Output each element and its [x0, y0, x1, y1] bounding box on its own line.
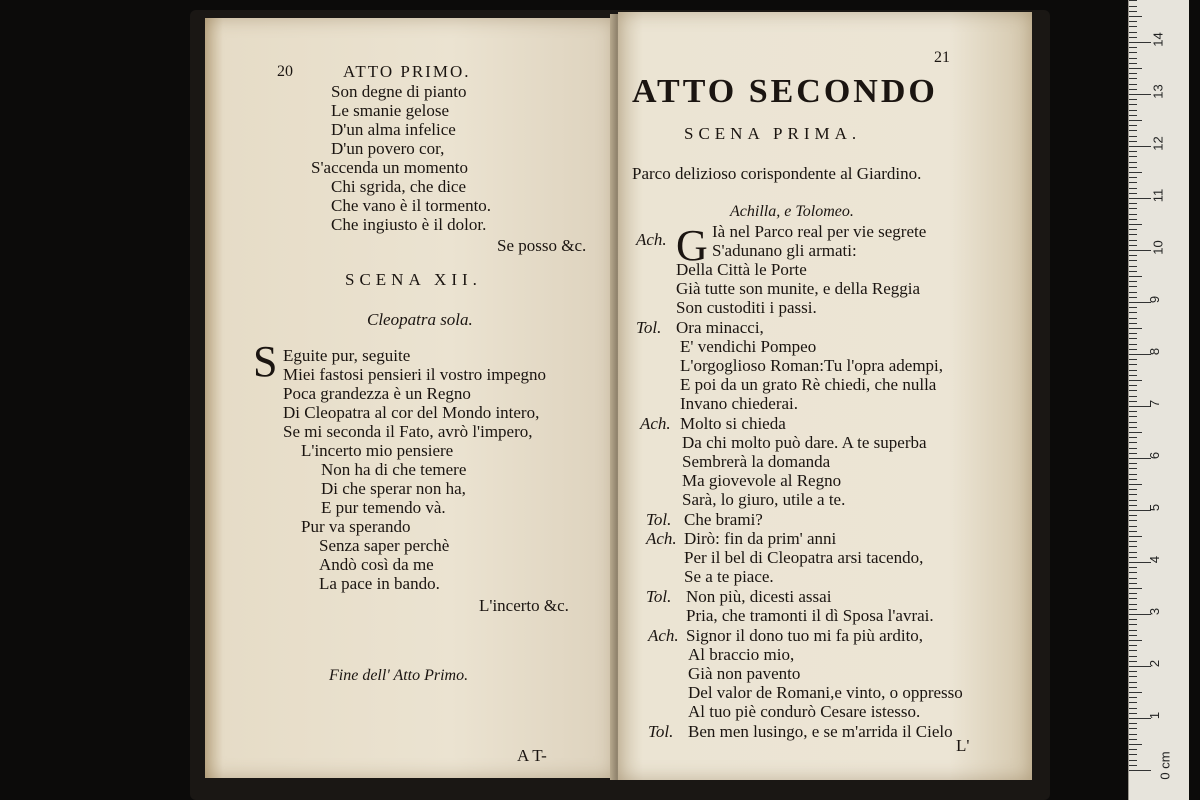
- ruler-number: 9: [1147, 295, 1163, 304]
- ruler-tick: [1129, 500, 1137, 501]
- monologue-line: Di Cleopatra al cor del Mondo intero,: [283, 403, 540, 422]
- left-page-number: 20: [277, 63, 293, 80]
- ruler-tick: [1129, 172, 1142, 173]
- drop-cap-right: G: [676, 221, 708, 270]
- ruler-tick: [1129, 692, 1142, 693]
- ruler-tick: [1129, 94, 1151, 95]
- dialogue-line: S'adunano gli armati:: [712, 241, 857, 260]
- monologue-line: Poca grandezza è un Regno: [283, 384, 471, 403]
- dialogue-line: Sarà, lo giuro, utile a te.: [682, 490, 846, 509]
- ruler-tick: [1129, 578, 1137, 579]
- dialogue-line: Del valor de Romani,e vinto, o oppresso: [688, 683, 963, 702]
- ruler-tick: [1129, 6, 1137, 7]
- monologue-line: Di che sperar non ha,: [321, 479, 466, 498]
- ruler-tick: [1129, 198, 1151, 199]
- ruler-tick: [1129, 229, 1137, 230]
- speaker-label: Tol.: [646, 510, 672, 529]
- ruler-tick: [1129, 463, 1137, 464]
- speaker-label: Ach.: [648, 626, 679, 645]
- right-page-number: 21: [934, 49, 950, 66]
- ruler-tick: [1129, 255, 1137, 256]
- ruler-number: 6: [1147, 451, 1163, 460]
- dialogue-line: Invano chiederai.: [680, 394, 798, 413]
- ruler-tick: [1129, 167, 1137, 168]
- ruler-tick: [1129, 203, 1137, 204]
- ruler-tick: [1129, 552, 1137, 553]
- ruler-tick: [1129, 234, 1137, 235]
- ruler-tick: [1129, 728, 1137, 729]
- ruler-tick: [1129, 193, 1137, 194]
- right-catchword: L': [956, 736, 970, 755]
- ruler-tick: [1129, 583, 1137, 584]
- scene-persons-right: Achilla, e Tolomeo.: [730, 203, 854, 220]
- ruler-tick: [1129, 676, 1137, 677]
- ruler-tick: [1129, 78, 1137, 79]
- left-running-head: ATTO PRIMO.: [343, 62, 471, 81]
- aria-line: Che vano è il tormento.: [331, 196, 492, 215]
- ruler-tick: [1129, 297, 1137, 298]
- aria-line: Le smanie gelose: [331, 101, 450, 120]
- ruler-tick: [1129, 214, 1137, 215]
- ruler-tick: [1129, 162, 1137, 163]
- dialogue-line: Da chi molto può dare. A te superba: [682, 433, 927, 452]
- ruler-tick: [1129, 42, 1151, 43]
- ruler-tick: [1129, 89, 1137, 90]
- dialogue-line: Ben men lusingo, e se m'arrida il Cielo: [688, 722, 953, 741]
- ruler-tick: [1129, 115, 1137, 116]
- ruler-tick: [1129, 359, 1137, 360]
- ruler-tick: [1129, 385, 1137, 386]
- ruler-tick: [1129, 396, 1137, 397]
- ruler-number: 10: [1150, 240, 1166, 255]
- aria-line: Chi sgrida, che dice: [331, 177, 467, 196]
- ruler-tick: [1129, 318, 1137, 319]
- ruler-tick: [1129, 526, 1137, 527]
- ruler-tick: [1129, 0, 1137, 1]
- ruler-number: 2: [1147, 659, 1163, 668]
- speaker-label: Tol.: [648, 722, 674, 741]
- ruler-tick: [1129, 21, 1137, 22]
- scene-setting: Parco delizioso corispondente al Giardino.: [632, 164, 922, 183]
- ruler-tick: [1129, 427, 1137, 428]
- ruler-tick: [1129, 380, 1142, 381]
- ruler-number: 8: [1147, 347, 1163, 356]
- ruler-tick: [1129, 271, 1137, 272]
- ruler-tick: [1129, 744, 1142, 745]
- ruler-tick: [1129, 723, 1137, 724]
- ruler-tick: [1129, 630, 1137, 631]
- ruler-tick: [1129, 422, 1137, 423]
- monologue-line: La pace in bando.: [319, 574, 440, 593]
- ruler-tick: [1129, 474, 1137, 475]
- ruler-tick: [1129, 645, 1137, 646]
- ruler-tick: [1129, 151, 1137, 152]
- ruler-tick: [1129, 760, 1137, 761]
- ruler-tick: [1129, 323, 1137, 324]
- ruler-tick: [1129, 697, 1137, 698]
- ruler-tick: [1129, 661, 1137, 662]
- ruler-tick: [1129, 604, 1137, 605]
- ruler-tick: [1129, 520, 1137, 521]
- dialogue-line: Per il bel di Cleopatra arsi tacendo,: [684, 548, 924, 567]
- dialogue-line: E poi da un grato Rè chiedi, che nulla: [680, 375, 937, 394]
- ruler-tick: [1129, 156, 1137, 157]
- ruler-tick: [1129, 453, 1137, 454]
- ruler-number: 1: [1147, 711, 1163, 720]
- monologue-line: Eguite pur, seguite: [283, 346, 411, 365]
- ruler-tick: [1129, 624, 1137, 625]
- ruler-tick: [1129, 32, 1137, 33]
- ruler-tick: [1129, 130, 1137, 131]
- dialogue-line: E' vendichi Pompeo: [680, 337, 817, 356]
- ruler-tick: [1129, 390, 1137, 391]
- ruler-number: 11: [1150, 188, 1166, 203]
- dialogue-line: Al braccio mio,: [688, 645, 795, 664]
- speaker-label: Tol.: [636, 318, 662, 337]
- ruler-tick: [1129, 245, 1137, 246]
- ruler-tick: [1129, 349, 1137, 350]
- ruler-tick: [1129, 58, 1137, 59]
- ruler-tick: [1129, 266, 1137, 267]
- ruler-tick: [1129, 250, 1151, 251]
- ruler-tick: [1129, 770, 1151, 771]
- ruler-number: 12: [1150, 136, 1166, 151]
- ruler-tick: [1129, 739, 1137, 740]
- aria-line: D'un alma infelice: [331, 120, 456, 139]
- ruler-tick: [1129, 754, 1137, 755]
- ruler-number: 13: [1150, 84, 1166, 99]
- dialogue-line: Se a te piace.: [684, 567, 774, 586]
- ruler-tick: [1129, 364, 1137, 365]
- ruler-tick: [1129, 598, 1137, 599]
- monologue-line: Andò così da me: [319, 555, 434, 574]
- ruler-tick: [1129, 219, 1137, 220]
- ruler-tick: [1129, 224, 1142, 225]
- aria-cue: Se posso &c.: [497, 236, 587, 255]
- ruler-tick: [1129, 671, 1137, 672]
- measuring-ruler: [1128, 0, 1189, 800]
- ruler-tick: [1129, 489, 1137, 490]
- ruler-tick: [1129, 687, 1137, 688]
- dialogue-line: Signor il dono tuo mi fa più ardito,: [686, 626, 924, 645]
- ruler-tick: [1129, 635, 1137, 636]
- speaker-label: Tol.: [646, 587, 672, 606]
- monologue-line: Se mi seconda il Fato, avrò l'impero,: [283, 422, 533, 441]
- ruler-tick: [1129, 432, 1142, 433]
- ruler-tick: [1129, 125, 1137, 126]
- ruler-tick: [1129, 702, 1137, 703]
- ruler-tick: [1129, 749, 1137, 750]
- ruler-tick: [1129, 531, 1137, 532]
- monologue-line: Pur va sperando: [301, 517, 411, 536]
- dialogue-line: Son custoditi i passi.: [676, 298, 817, 317]
- ruler-tick: [1129, 505, 1137, 506]
- ruler-tick: [1129, 120, 1142, 121]
- ruler-tick: [1129, 546, 1137, 547]
- ruler-tick: [1129, 37, 1137, 38]
- ruler-tick: [1129, 765, 1137, 766]
- ruler-tick: [1129, 344, 1137, 345]
- monologue-line: Miei fastosi pensieri il vostro impegno: [283, 365, 546, 384]
- ruler-tick: [1129, 16, 1142, 17]
- ruler-tick: [1129, 442, 1137, 443]
- ruler-tick: [1129, 26, 1137, 27]
- left-page: [205, 18, 615, 778]
- ruler-tick: [1129, 640, 1142, 641]
- act-title: ATTO SECONDO: [632, 73, 938, 110]
- ruler-tick: [1129, 141, 1137, 142]
- ruler-tick: [1129, 177, 1137, 178]
- speaker-label: Ach.: [640, 414, 671, 433]
- ruler-tick: [1129, 136, 1137, 137]
- dialogue-line: Molto si chieda: [680, 414, 786, 433]
- speaker-label: Ach.: [646, 529, 677, 548]
- ruler-tick: [1129, 588, 1142, 589]
- speaker-label: Ach.: [636, 230, 667, 249]
- ruler-tick: [1129, 468, 1137, 469]
- ruler-tick: [1129, 328, 1142, 329]
- dialogue-line: Pria, che tramonti il dì Sposa l'avrai.: [686, 606, 934, 625]
- ruler-tick: [1129, 276, 1142, 277]
- monologue-cue: L'incerto &c.: [479, 596, 569, 615]
- ruler-tick: [1129, 416, 1137, 417]
- ruler-tick: [1129, 484, 1142, 485]
- ruler-tick: [1129, 713, 1137, 714]
- ruler-tick: [1129, 572, 1137, 573]
- ruler-tick: [1129, 536, 1142, 537]
- right-page: [618, 12, 1032, 780]
- ruler-tick: [1129, 99, 1137, 100]
- aria-line: Che ingiusto è il dolor.: [331, 215, 487, 234]
- ruler-tick: [1129, 401, 1137, 402]
- ruler-tick: [1129, 240, 1137, 241]
- ruler-tick: [1129, 567, 1137, 568]
- ruler-tick: [1129, 494, 1137, 495]
- ruler-tick: [1129, 411, 1137, 412]
- ruler-tick: [1129, 188, 1137, 189]
- ruler-number: 14: [1150, 32, 1166, 47]
- ruler-tick: [1129, 541, 1137, 542]
- dialogue-line: Già tutte son munite, e della Reggia: [676, 279, 921, 298]
- dialogue-line: Che brami?: [684, 510, 763, 529]
- dialogue-line: Al tuo piè condurò Cesare istesso.: [688, 702, 921, 721]
- ruler-tick: [1129, 557, 1137, 558]
- ruler-number: 4: [1147, 555, 1163, 564]
- monologue-line: E pur temendo và.: [321, 498, 446, 517]
- ruler-tick: [1129, 286, 1137, 287]
- aria-line: S'accenda un momento: [311, 158, 468, 177]
- ruler-tick: [1129, 515, 1137, 516]
- monologue-line: Senza saper perchè: [319, 536, 450, 555]
- ruler-tick: [1129, 84, 1137, 85]
- dialogue-line: Ma giovevole al Regno: [682, 471, 842, 490]
- dialogue-line: Già non pavento: [688, 664, 801, 683]
- ruler-tick: [1129, 208, 1137, 209]
- ruler-tick: [1129, 281, 1137, 282]
- ruler-number: 7: [1147, 399, 1163, 408]
- ruler-tick: [1129, 619, 1137, 620]
- ruler-tick: [1129, 682, 1137, 683]
- ruler-tick: [1129, 11, 1137, 12]
- dialogue-line: Dirò: fin da prim' anni: [684, 529, 837, 548]
- dialogue-line: Ora minacci,: [676, 318, 764, 337]
- ruler-tick: [1129, 593, 1137, 594]
- ruler-tick: [1129, 656, 1137, 657]
- scene-title-right: SCENA PRIMA.: [684, 124, 862, 143]
- ruler-tick: [1129, 312, 1137, 313]
- end-of-act-note: Fine dell' Atto Primo.: [329, 667, 469, 684]
- left-catchword: A T-: [517, 746, 547, 765]
- scene-persons: Cleopatra sola.: [367, 310, 473, 329]
- dialogue-line: Ià nel Parco real per vie segrete: [712, 222, 927, 241]
- monologue-line: L'incerto mio pensiere: [301, 441, 454, 460]
- scene-title: SCENA XII.: [345, 270, 482, 289]
- ruler-tick: [1129, 650, 1137, 651]
- dialogue-line: Sembrerà la domanda: [682, 452, 831, 471]
- ruler-tick: [1129, 437, 1137, 438]
- ruler-tick: [1129, 182, 1137, 183]
- ruler-number: 5: [1147, 503, 1163, 512]
- dialogue-line: Della Città le Porte: [676, 260, 807, 279]
- ruler-tick: [1129, 307, 1137, 308]
- ruler-number: 3: [1147, 607, 1163, 616]
- ruler-tick: [1129, 110, 1137, 111]
- drop-cap: S: [253, 337, 278, 386]
- ruler-tick: [1129, 370, 1137, 371]
- ruler-tick: [1129, 375, 1137, 376]
- ruler-tick: [1129, 734, 1137, 735]
- ruler-tick: [1129, 708, 1137, 709]
- ruler-tick: [1129, 63, 1137, 64]
- ruler-tick: [1129, 47, 1137, 48]
- ruler-tick: [1129, 146, 1151, 147]
- dialogue-line: L'orgoglioso Roman:Tu l'opra adempi,: [680, 356, 944, 375]
- ruler-tick: [1129, 73, 1137, 74]
- ruler-tick: [1129, 52, 1137, 53]
- ruler-tick: [1129, 333, 1137, 334]
- ruler-tick: [1129, 479, 1137, 480]
- dialogue-line: Non più, dicesti assai: [686, 587, 832, 606]
- ruler-unit-label: 0 cm: [1157, 751, 1173, 780]
- ruler-tick: [1129, 292, 1137, 293]
- ruler-tick: [1129, 68, 1142, 69]
- ruler-tick: [1129, 609, 1137, 610]
- aria-line: D'un povero cor,: [331, 139, 445, 158]
- monologue-line: Non ha di che temere: [321, 460, 467, 479]
- ruler-tick: [1129, 338, 1137, 339]
- aria-line: Son degne di pianto: [331, 82, 467, 101]
- ruler-tick: [1129, 260, 1137, 261]
- ruler-tick: [1129, 448, 1137, 449]
- ruler-tick: [1129, 104, 1137, 105]
